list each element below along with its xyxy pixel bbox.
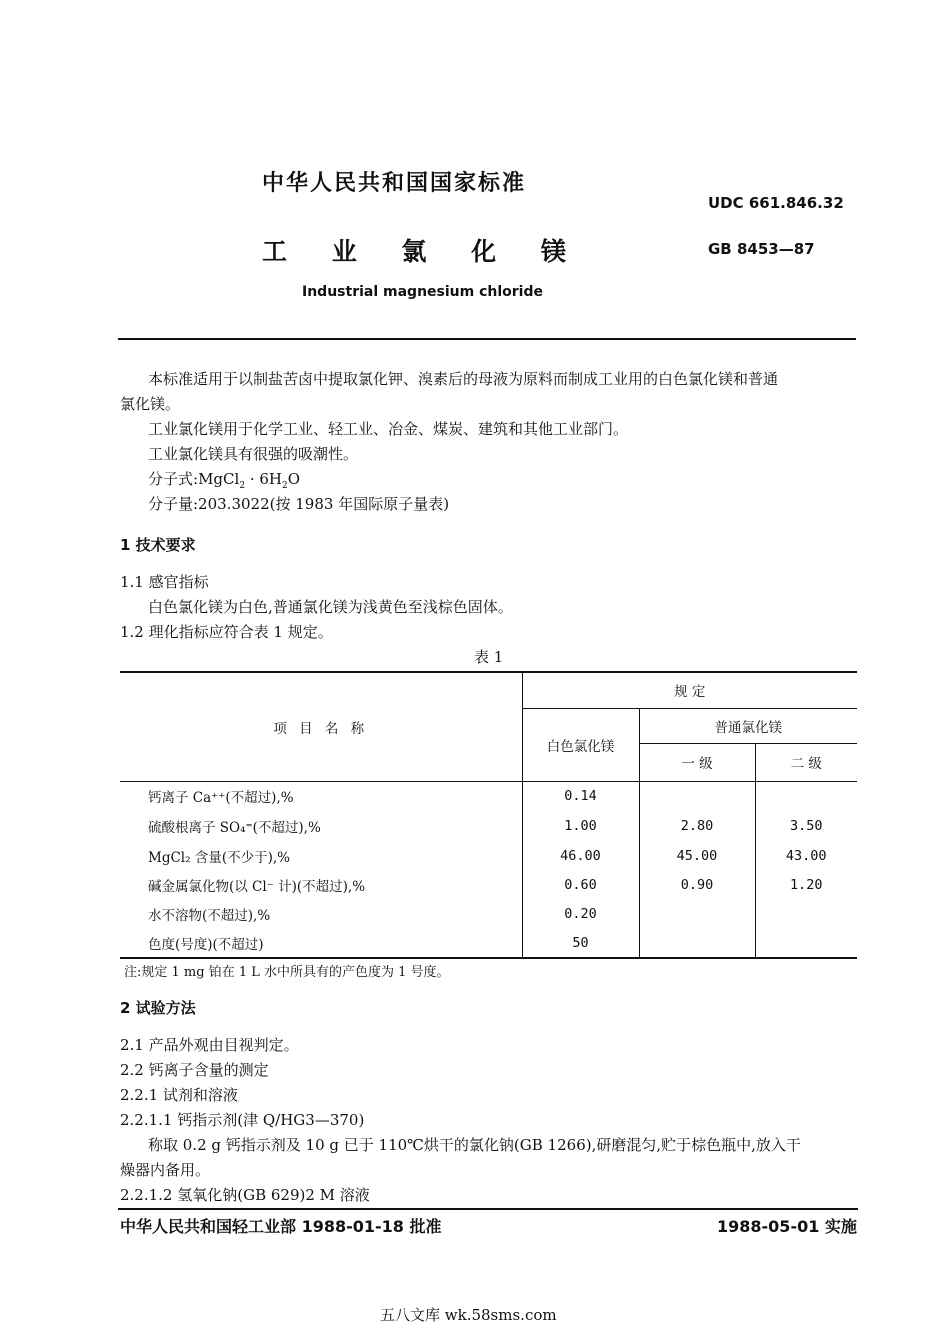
spec-table (120, 671, 857, 959)
row-white-value: 46.00 (522, 841, 639, 870)
section-2-2-1-1-text-line2: 燥器内备用。 (120, 1161, 211, 1179)
row-white-value: 0.20 (522, 899, 639, 928)
row-grade2-value (755, 928, 857, 958)
row-grade1-value: 2.80 (639, 811, 755, 841)
row-name: 钙离子 Ca⁺⁺(不超过),% (120, 781, 522, 811)
section-2-2-1: 2.2.1 试剂和溶液 (120, 1086, 238, 1104)
section-1-heading: 1 技术要求 (120, 536, 196, 554)
row-white-value: 0.60 (522, 870, 639, 899)
row-grade1-value (639, 781, 755, 811)
section-1-1-text: 白色氯化镁为白色,普通氯化镁为浅黄色至浅棕色固体。 (148, 598, 513, 616)
row-white-value: 1.00 (522, 811, 639, 841)
row-white-value: 50 (522, 928, 639, 958)
org-title: 中华人民共和国国家标准 (262, 171, 527, 196)
gb-code: GB 8453—87 (708, 240, 815, 258)
row-name: 色度(号度)(不超过) (120, 928, 522, 958)
row-white-value: 0.14 (522, 781, 639, 811)
english-title: Industrial magnesium chloride (302, 284, 543, 300)
watermark: 五八文库 wk.58sms.com (380, 1306, 557, 1324)
row-grade1-value (639, 928, 755, 958)
section-2-2-1-1-text-line1: 称取 0.2 g 钙指示剂及 10 g 已于 110℃烘干的氯化钠(GB 1266),研磨混匀,贮于棕色瓶中,放入干 (148, 1136, 801, 1154)
intro-paragraph-line1: 本标准适用于以制盐苦卤中提取氯化钾、溴素后的母液为原料而制成工业用的白色氯化镁和普通 (148, 370, 779, 388)
row-grade1-value (639, 899, 755, 928)
section-1-2-heading: 1.2 理化指标应符合表 1 规定。 (120, 623, 333, 641)
table-row (120, 841, 857, 870)
table-row (120, 928, 857, 958)
table-row (120, 899, 857, 928)
row-name: 碱金属氯化物(以 Cl⁻ 计)(不超过),% (120, 870, 522, 899)
section-2-2-1-1: 2.2.1.1 钙指示剂(津 Q/HG3—370) (120, 1111, 365, 1129)
formula-label: 分子式: (148, 470, 199, 488)
section-2-heading: 2 试验方法 (120, 999, 196, 1017)
effective-date: 1988-05-01 实施 (717, 1217, 857, 1236)
section-2-1: 2.1 产品外观由目视判定。 (120, 1036, 299, 1054)
row-name: MgCl₂ 含量(不少于),% (120, 841, 522, 870)
row-grade1-value: 0.90 (639, 870, 755, 899)
section-1-1-heading: 1.1 感官指标 (120, 573, 209, 591)
molecular-mass: 分子量:203.3022(按 1983 年国际原子量表) (148, 495, 450, 513)
table-row (120, 781, 857, 811)
row-name: 水不溶物(不超过),% (120, 899, 522, 928)
udc-code: UDC 661.846.32 (708, 194, 844, 212)
footer-rule (118, 1208, 858, 1210)
grade-1-header: 一 级 (639, 743, 755, 781)
table-caption: 表 1 (474, 648, 504, 666)
table-note: 注:规定 1 mg 铂在 1 L 水中所具有的产色度为 1 号度。 (124, 965, 450, 980)
row-grade2-value: 3.50 (789, 818, 823, 834)
section-2-2-1-2: 2.2.1.2 氢氧化钠(GB 629)2 M 溶液 (120, 1186, 370, 1204)
table-row (120, 870, 857, 899)
intro-paragraph-line2: 氯化镁。 (120, 395, 181, 413)
row-grade2-value: 43.00 (785, 847, 827, 864)
ordinary-mgcl2-header: 普通氯化镁 (639, 708, 857, 743)
grade-2-header: 二 级 (755, 743, 857, 781)
row-grade1-value: 45.00 (639, 841, 755, 870)
item-name-header: 项 目 名 称 (120, 672, 522, 781)
row-grade2-value: 1.20 (789, 876, 823, 893)
hygroscopic-paragraph: 工业氯化镁具有很强的吸潮性。 (148, 445, 359, 463)
row-grade2-value (755, 899, 857, 928)
row-name: 硫酸根离子 SO₄⁼(不超过),% (120, 811, 522, 841)
document-title: 工 业 氯 化 镁 (262, 237, 584, 266)
approval-line: 中华人民共和国轻工业部 1988-01-18 批准 (120, 1217, 442, 1236)
usage-paragraph: 工业氯化镁用于化学工业、轻工业、冶金、煤炭、建筑和其他工业部门。 (148, 420, 629, 438)
table-row (120, 811, 857, 841)
row-grade2-value (755, 781, 857, 811)
header-rule (118, 338, 856, 340)
section-2-2: 2.2 钙离子含量的测定 (120, 1061, 269, 1079)
spec-header: 规 定 (522, 672, 857, 708)
white-mgcl2-header: 白色氯化镁 (522, 708, 639, 781)
molecular-formula: 分子式:MgCl$_2$ · $6H_2O$ (148, 470, 301, 491)
